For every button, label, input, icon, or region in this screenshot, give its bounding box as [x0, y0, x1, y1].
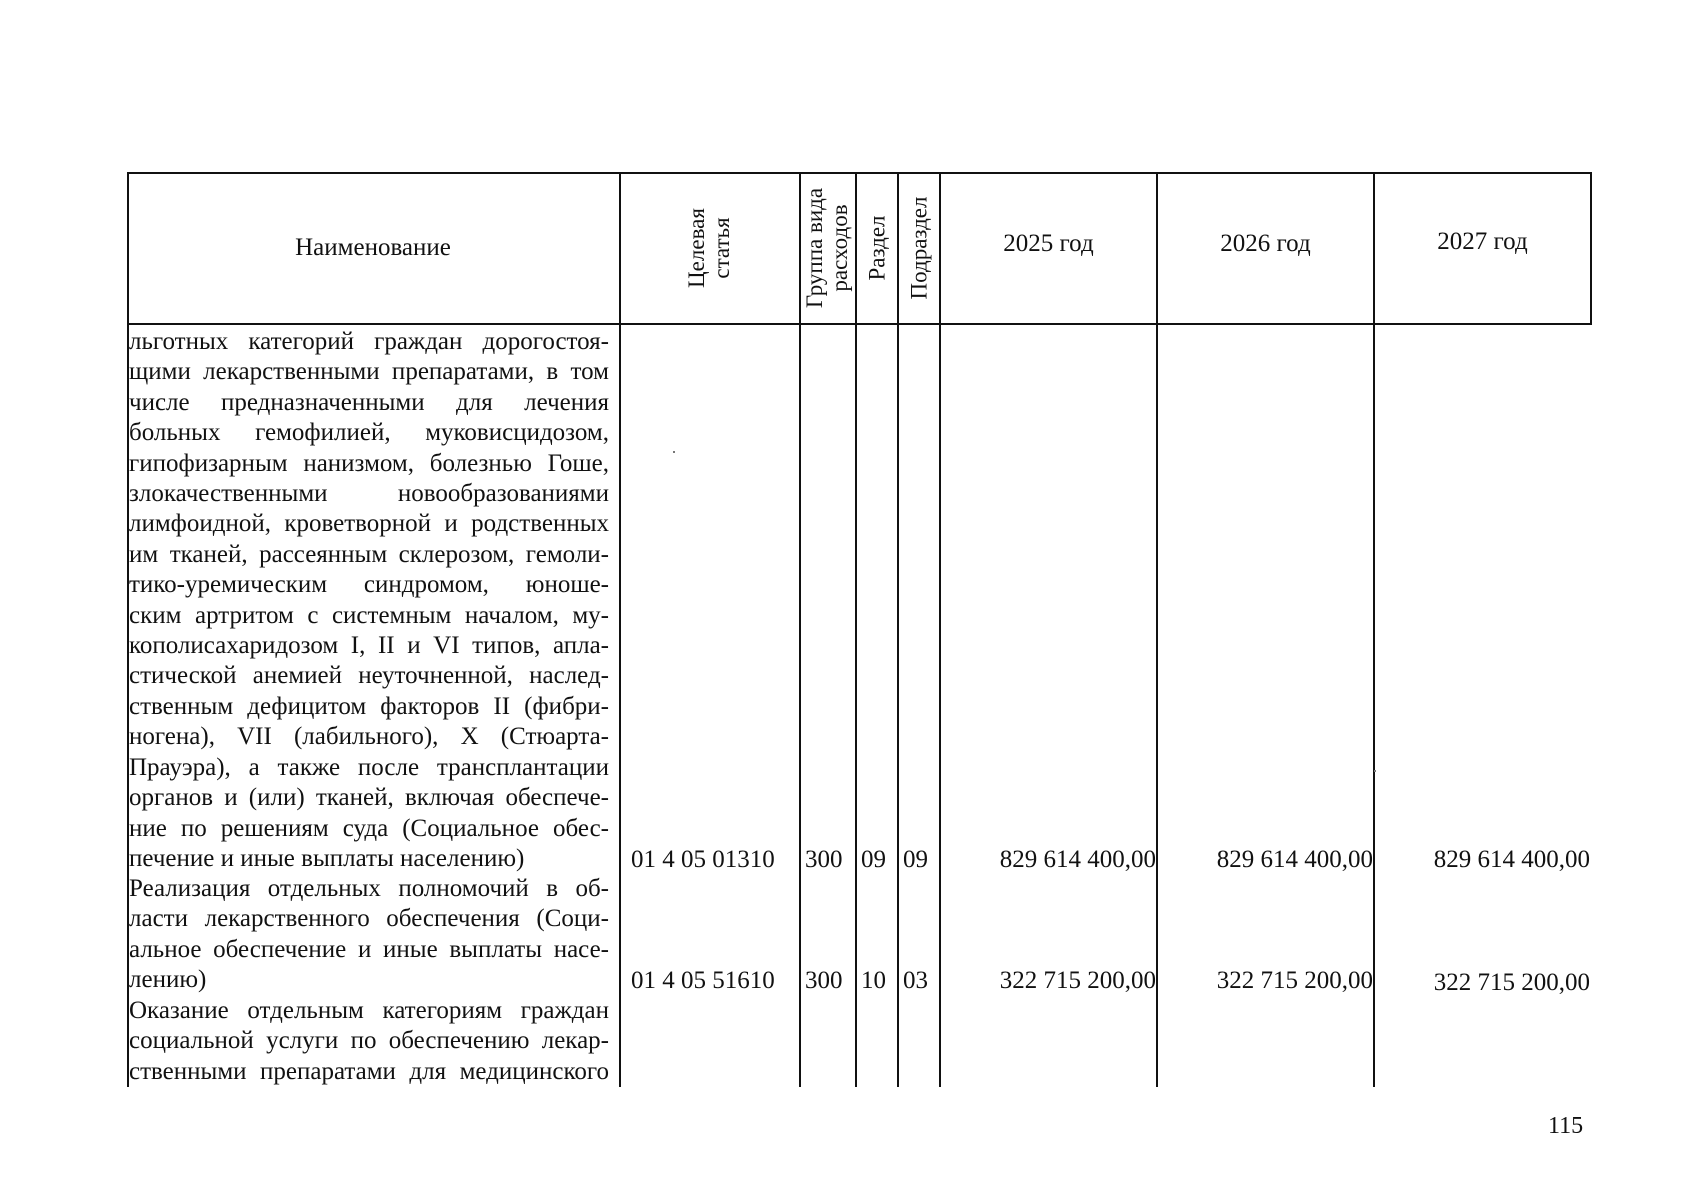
row-3-name — [129, 996, 609, 1087]
header-section: Раздел — [864, 215, 890, 281]
row-2-section: 10 — [861, 967, 886, 994]
row-1-target-article: 01 4 05 01310 — [631, 846, 775, 873]
col-divider-group — [855, 172, 857, 1087]
name-line: тико-уремическим синдромом, юноше- — [129, 571, 609, 599]
name-line: лению) — [129, 966, 207, 994]
row-1-expense-group: 300 — [805, 846, 843, 873]
row-2-2025: 322 715 200,00 — [999, 967, 1156, 994]
name-line: кополисахаридозом I, II и VI типов, апла- — [129, 632, 609, 660]
row-1-subsection: 09 — [903, 846, 928, 873]
name-line: больных гемофилией, муковисцидозом, — [129, 419, 609, 447]
name-line: ственным дефицитом факторов II (фибри- — [129, 692, 609, 720]
row-2-2027: 322 715 200,00 — [1433, 969, 1590, 996]
col-divider-article — [799, 172, 801, 1087]
header-2026: 2026 год — [1220, 230, 1311, 257]
table-right-border — [1590, 172, 1592, 325]
row-1-section: 09 — [861, 846, 886, 873]
col-divider-section — [897, 172, 899, 1087]
name-line: злокачественными новообразованиями — [129, 480, 609, 508]
col-divider-subsection — [939, 172, 941, 1087]
row-1-name — [129, 327, 609, 874]
col-divider-name — [619, 172, 621, 1087]
name-line: лимфоидной, кроветворной и родственных — [129, 510, 609, 538]
name-line: ногена), VII (лабильного), X (Стюарта- — [129, 723, 609, 751]
col-divider-2026 — [1373, 172, 1375, 1087]
scan-speck — [1374, 770, 1376, 772]
page-number: 115 — [1548, 1113, 1584, 1139]
name-line: стической анемией неуточненной, наслед- — [129, 662, 609, 690]
name-line: ние по решениям суда (Социальное обес- — [129, 814, 609, 842]
name-line: щими лекарственными препаратами, в том — [129, 358, 609, 386]
name-line: социальной услуги по обеспечению лекар- — [129, 1027, 609, 1055]
row-1-2027: 829 614 400,00 — [1433, 846, 1590, 873]
row-2-2026: 322 715 200,00 — [1216, 967, 1373, 994]
name-line: ственными препаратами для медицинского — [129, 1057, 609, 1085]
header-target-article: Целевая статья — [684, 208, 734, 288]
name-line: печение и иные выплаты населению) — [129, 844, 525, 872]
name-line: Прауэра), а также после трансплантации — [129, 753, 609, 781]
header-2027: 2027 год — [1437, 228, 1528, 255]
row-1-2025: 829 614 400,00 — [999, 846, 1156, 873]
name-line: ласти лекарственного обеспечения (Соци- — [129, 905, 609, 933]
name-line: им тканей, рассеянным склерозом, гемоли- — [129, 540, 609, 568]
name-line: Оказание отдельным категориям граждан — [129, 997, 609, 1024]
scan-speck — [673, 451, 675, 453]
header-2025: 2025 год — [1003, 230, 1094, 257]
name-line: альное обеспечение и иные выплаты насе- — [129, 935, 609, 963]
name-line: льготных категорий граждан дорогостоя- — [129, 328, 609, 355]
budget-table — [127, 172, 1592, 1087]
row-2-target-article: 01 4 05 51610 — [631, 967, 775, 994]
name-line: числе предназначенными для лечения — [129, 388, 609, 416]
header-name: Наименование — [295, 234, 451, 261]
col-divider-2025 — [1156, 172, 1158, 1087]
name-line: ским артритом с системным началом, му- — [129, 601, 609, 629]
row-2-expense-group: 300 — [805, 967, 843, 994]
name-line: гипофизарным нанизмом, болезнью Гоше, — [129, 449, 609, 477]
row-2-subsection: 03 — [903, 967, 928, 994]
name-line: органов и (или) тканей, включая обеспече- — [129, 784, 609, 812]
row-1-2026: 829 614 400,00 — [1216, 846, 1373, 873]
header-expense-group: Группа вида расходов — [802, 187, 852, 309]
name-line: Реализация отдельных полномочий в об- — [129, 875, 609, 902]
row-2-name — [129, 874, 609, 996]
header-subsection: Подраздел — [906, 196, 932, 300]
